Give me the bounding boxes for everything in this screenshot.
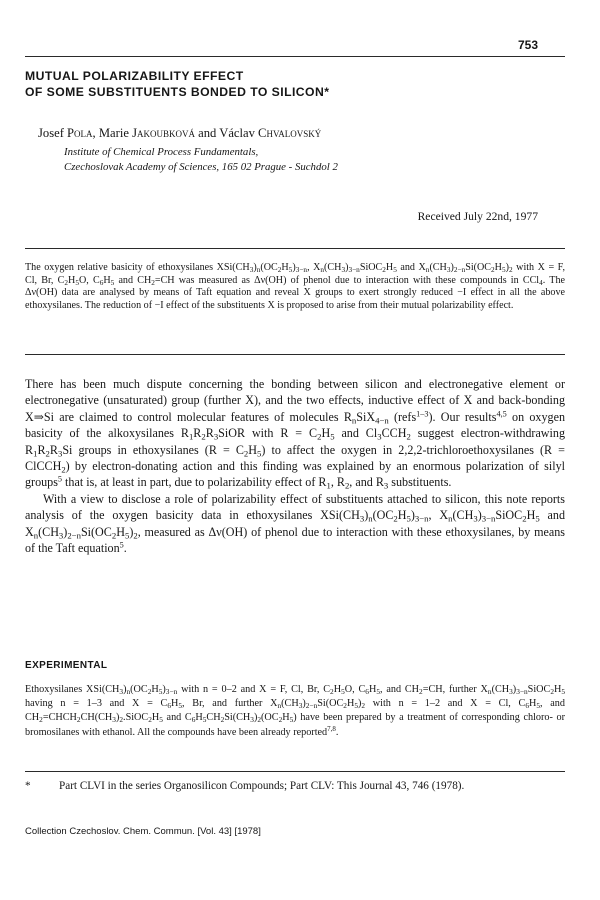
author-1-last: Pola (67, 126, 93, 140)
institution-line-2: Czechoslovak Academy of Sciences, 165 02 Prague - Suchdol 2 (64, 161, 338, 173)
author-separator: , (92, 126, 99, 140)
author-2-last: Jakoubková (132, 126, 195, 140)
author-3-first: Václav (219, 126, 259, 140)
section-heading-experimental: EXPERIMENTAL (25, 660, 108, 671)
abstract: The oxygen relative basicity of ethoxysilanes $XSi(CH_3)_n(OC_2H_5)_{3-n}$, $X_n(CH_3)_{3-n}SiOC_2H_5$ and $X_n(CH_3)_{2-n}Si(OC_2H_5)_2$ with X = F, Cl, Br, $C_2H_5O$, $C_6H_5$ and $CH_2=CH$ was measured as Δν(OH) of phenol due to interaction with these compounds in CCl$_4$. The Δν(OH) data are analysed by means of Taft equation and reveal X groups to exert strongly reduced −I effect in all the above ethoxysilanes. The reduction of −I effect of the substituents X is proposed to arise from their mutual polarizability effect. (25, 262, 565, 311)
received-date: Received July 22nd, 1977 (417, 210, 538, 223)
title-line-1: MUTUAL POLARIZABILITY EFFECT (25, 69, 244, 83)
footnote-mark: * (25, 780, 31, 792)
article-title (25, 68, 565, 100)
page-number: 753 (517, 38, 538, 52)
institution-line-1: Institute of Chemical Process Fundamentals, (64, 146, 259, 158)
header-rule (25, 56, 565, 57)
author-1-first: Josef (38, 126, 68, 140)
abstract-top-rule (25, 248, 565, 249)
footnote-text: Part CLVI in the series Organosilicon Compounds; Part CLV: This Journal 43, 746 (1978). (59, 780, 465, 792)
article-body (25, 376, 565, 556)
author-2-first: Marie (98, 126, 133, 140)
body-paragraph-1: There has been much dispute concerning the bonding between silicon and electronegative element or electronegative (unsaturated) group (further X), and the two effects, inductive effect of X and back-bonding X⇒Si are claimed to control molecular features of molecules $R_nSiX_{4-n}$ (refs$^{1-3}$). Our results$^{4,5}$ on oxygen basicity of the alkoxysilanes $R_1R_2R_3SiOR$ with $R = C_2H_5$ and $Cl_3CCH_2$ suggest electron-withdrawing $R_1R_2R_3Si$ groups in ethoxysilanes $(R = C_2H_5)$ to affect the oxygen in 2,2,2-trichloroethoxysilanes (R = ClCCH$_2$) by electron-donating action and this finding was explained by an enormous polarization of silyl groups$^5$ that is, at least in part, due to polarizability effect of $R_1$, $R_2$, and $R_3$ substituents. (25, 377, 565, 491)
experimental-paragraph: Ethoxysilanes $XSi(CH_3)_n(OC_2H_5)_{3-n}$ with n = 0–2 and X = F, Cl, Br, $C_2H_5O$, $C_6H_5$, and $CH_2=CH$, further $X_n(CH_3)_{3-n}SiOC_2H_5$ having n = 1–3 and $X = C_6H_5$, Br, and further $X_n(CH_3)_{2-n}Si(OC_2H_5)_2$ with n = 1–2 and X = Cl, $C_6H_5$, and $CH_2=CHCH_2CH(CH_3)_2.SiOC_2H_5$ and $C_6H_5CH_2Si(CH_3)_2(OC_2H_5)$ have been prepared by a treatment of corresponding chloro- or bromosilanes with ethanol. All the compounds have been already reported$^{7,8}$. (25, 684, 566, 738)
abstract-bottom-rule (25, 354, 565, 355)
footnote-rule (25, 771, 565, 772)
institution (64, 145, 338, 175)
title-line-2: OF SOME SUBSTITUENTS BONDED TO SILICON* (25, 85, 330, 99)
author-list (38, 126, 321, 141)
author-separator: and (194, 126, 220, 140)
footnote (25, 778, 565, 794)
author-3-last: Chvalovský (258, 126, 322, 140)
journal-footer: Collection Czechoslov. Chem. Commun. [Vol. 43] [1978] (25, 826, 261, 837)
body-paragraph-2: With a view to disclose a role of polarizability effect of substituents attached to silicon, this note reports analysis of the oxygen basicity data in ethoxysilanes $XSi(CH_3)_n(OC_2H_5)_{3-n}$, $X_n(CH_3)_{3-n}SiOC_2H_5$ and $X_n(CH_3)_{2-n}Si(OC_2H_5)_2$, measured as Δν(OH) of phenol due to interaction with these ethoxysilanes, by means of the Taft equation$^5$. (25, 491, 565, 556)
